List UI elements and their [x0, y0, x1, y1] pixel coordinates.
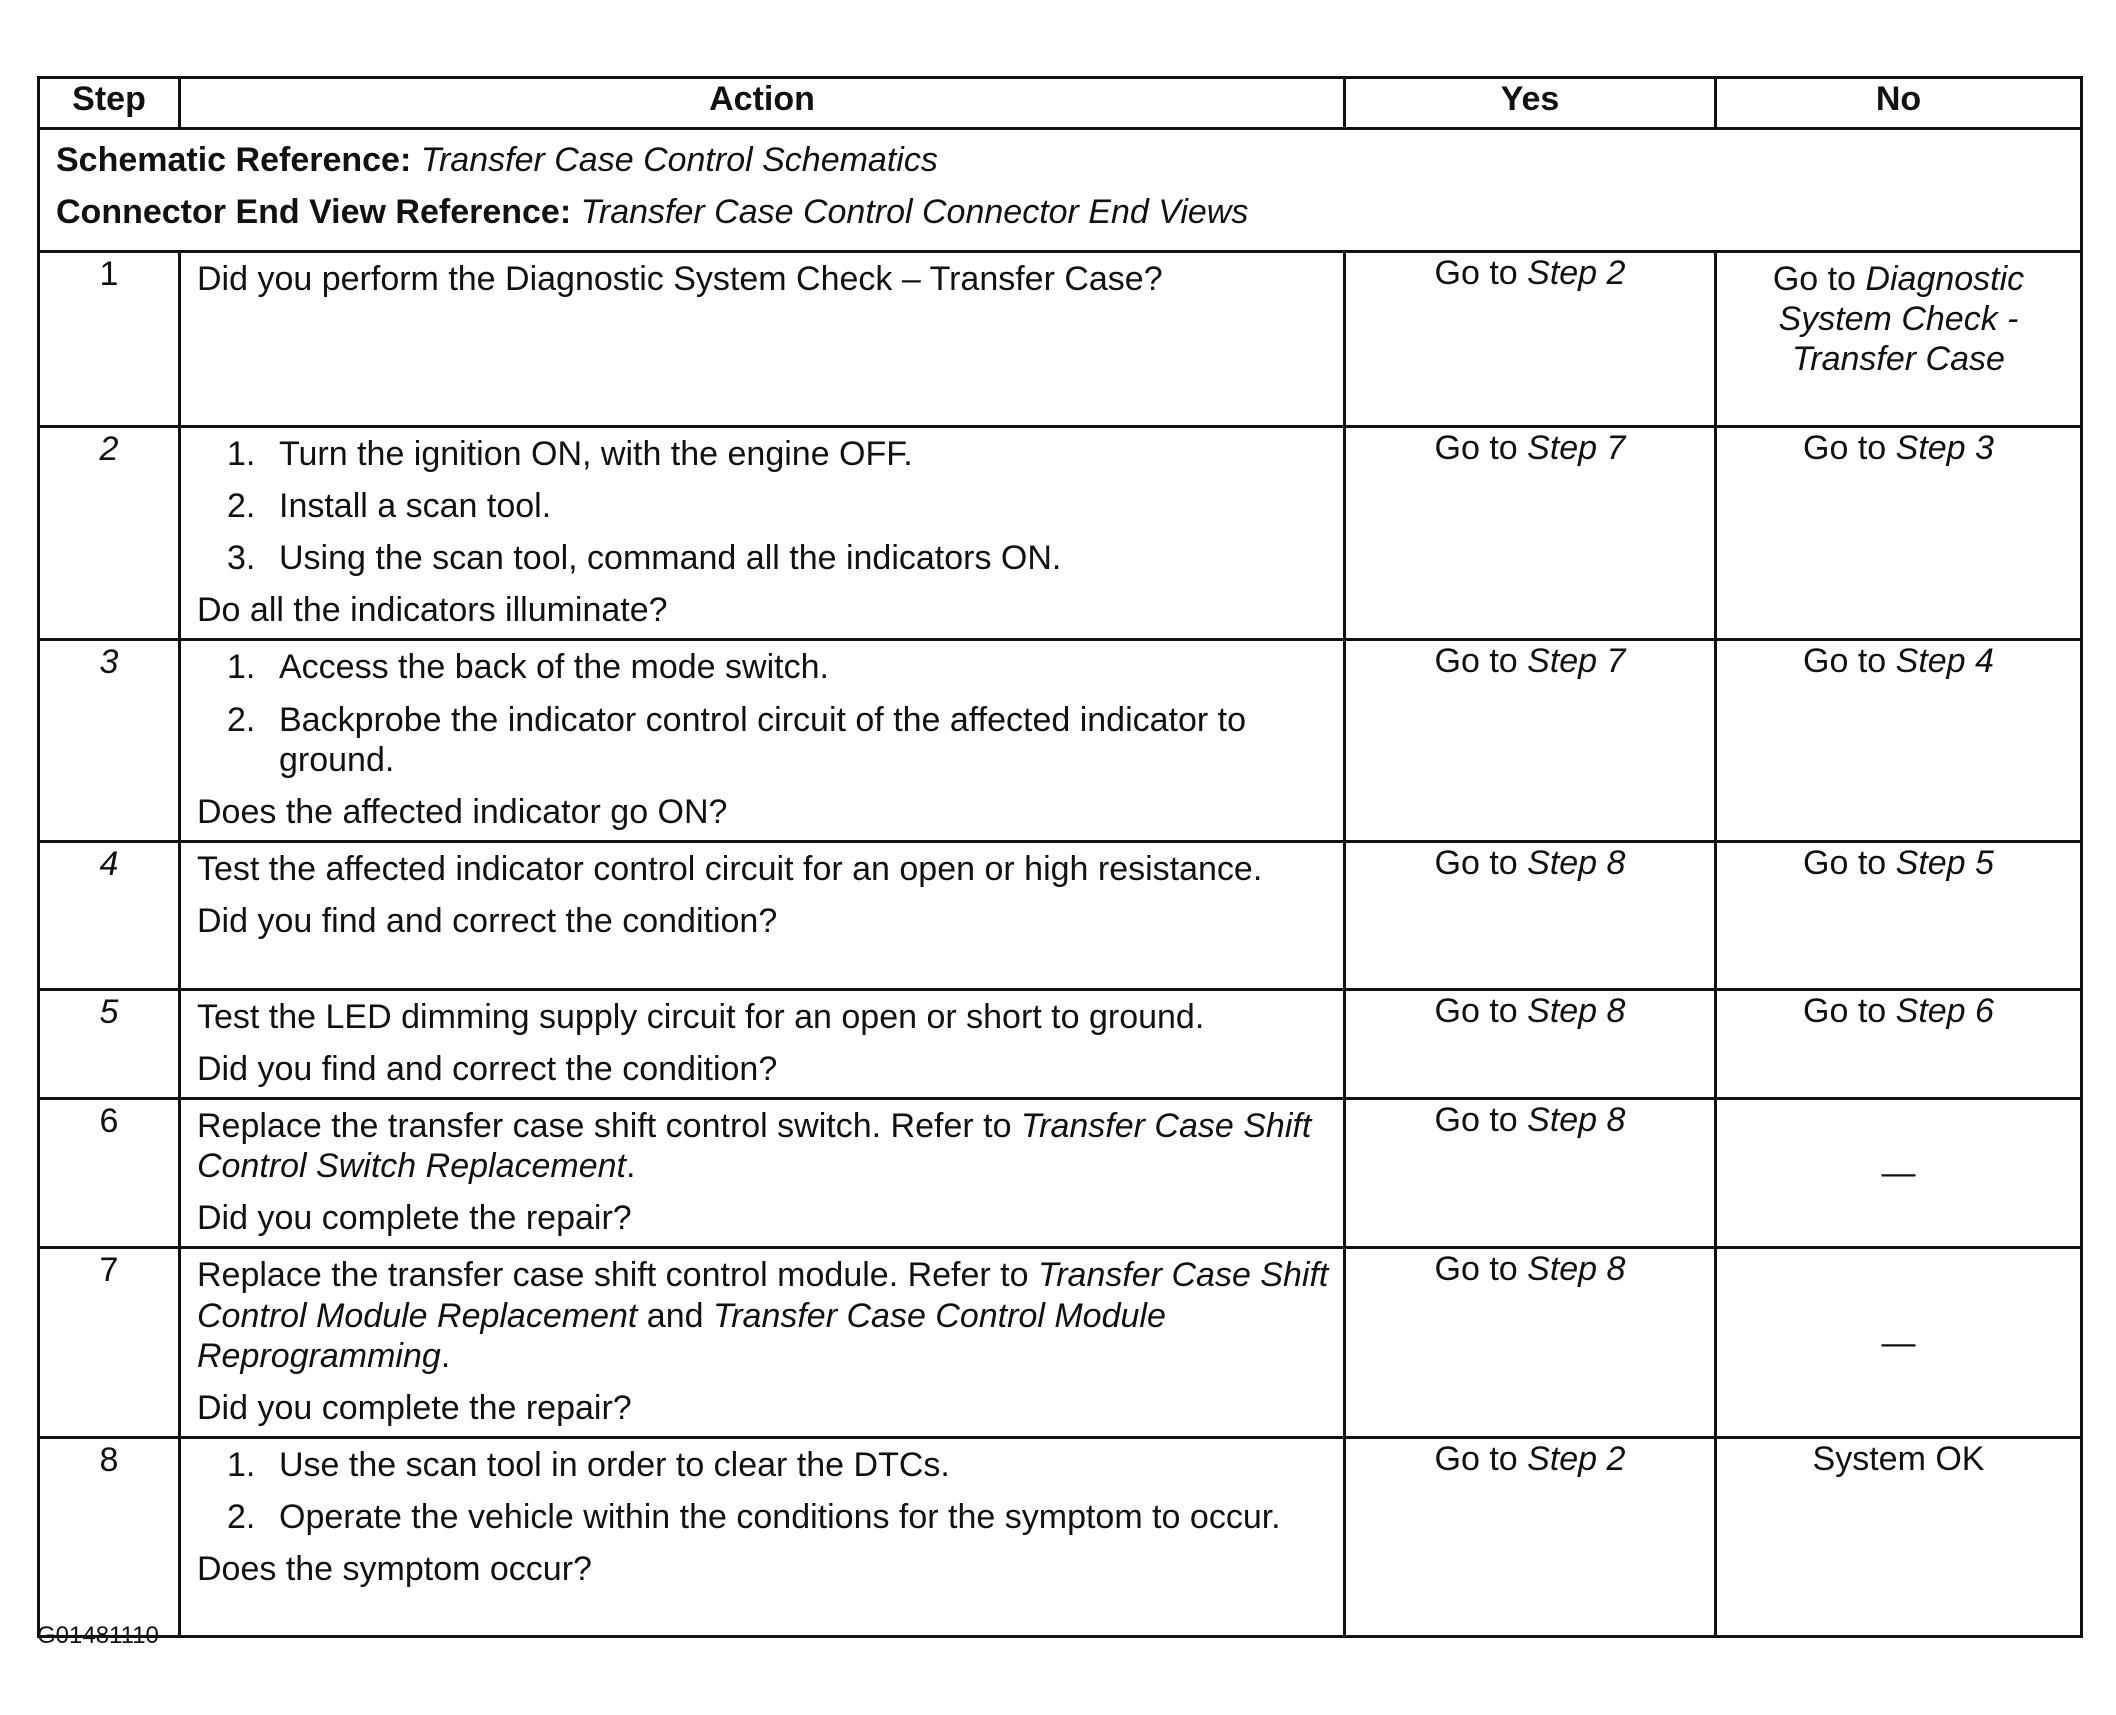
action-steps	[197, 1445, 1333, 1537]
step-number: 1	[39, 252, 180, 427]
action-cell	[180, 252, 1345, 427]
table-row	[39, 989, 2082, 1098]
action-step-item: 1. Access the back of the mode switch.	[227, 648, 829, 687]
yes-cell: Go to Step 8	[1345, 989, 1716, 1098]
no-cell: System OK	[1716, 1437, 2082, 1636]
action-reference: Transfer Case Shift Control Module Replacement	[197, 1256, 1329, 1335]
action-text: Test the affected indicator control circuit for an open or high resistance.	[197, 849, 1263, 888]
no-cell: —	[1716, 1248, 2082, 1437]
no-ref-line	[1717, 259, 2080, 299]
no-ref-line: System Check -	[1778, 300, 2019, 339]
diagnostic-table	[37, 76, 2083, 1638]
schematic-reference	[56, 140, 2064, 192]
schematic-reference-value: Transfer Case Control Schematics	[420, 141, 938, 179]
yes-cell: Go to Step 7	[1345, 640, 1716, 841]
table-row	[39, 841, 2082, 989]
step-number: 2	[39, 427, 180, 640]
action-step-item: 1. Use the scan tool in order to clear the DTCs.	[227, 1445, 950, 1484]
action-cell	[180, 1099, 1345, 1248]
yes-cell	[1345, 252, 1716, 427]
action-question: Do all the indicators illuminate?	[197, 591, 668, 630]
no-step-ref: Step 6	[1895, 991, 1994, 1030]
no-step-ref: Step 4	[1895, 642, 1994, 681]
action-steps	[197, 434, 1333, 578]
action-step-item: 2. Install a scan tool.	[227, 487, 552, 526]
yes-step-ref: Step 2	[1527, 1439, 1626, 1478]
action-question: Did you perform the Diagnostic System Check – Transfer Case?	[197, 260, 1163, 298]
action-question: Does the symptom occur?	[197, 1550, 592, 1589]
yes-step-ref: Step 7	[1527, 642, 1626, 681]
yes-step-ref: Step 8	[1527, 1101, 1626, 1140]
yes-cell: Go to Step 8	[1345, 1248, 1716, 1437]
action-step-item: 1. Turn the ignition ON, with the engine OFF.	[227, 435, 913, 473]
connector-reference	[56, 192, 2064, 244]
figure-id: G01481110	[37, 1622, 159, 1649]
action-text: Test the LED dimming supply circuit for an open or short to ground.	[197, 997, 1205, 1036]
table-row	[39, 1099, 2082, 1248]
step-number: 7	[39, 1248, 180, 1437]
action-reference: Transfer Case Shift Control Switch Replacement	[197, 1107, 1312, 1186]
yes-cell: Go to Step 7	[1345, 427, 1716, 640]
action-header: Action	[180, 78, 1345, 129]
no-step-ref: Step 3	[1895, 429, 1994, 467]
action-cell	[180, 1248, 1345, 1437]
no-ref-line: Transfer Case	[1792, 340, 2005, 379]
connector-reference-value: Transfer Case Control Connector End Views	[580, 193, 1249, 231]
goto-prefix: Go to	[1434, 254, 1528, 292]
table-row	[39, 427, 2082, 640]
connector-reference-label: Connector End View Reference:	[56, 193, 572, 231]
no-cell: —	[1716, 1099, 2082, 1248]
yes-cell: Go to Step 8	[1345, 841, 1716, 989]
action-cell	[180, 1437, 1345, 1636]
action-reference: Transfer Case Control Module Reprogramming	[197, 1296, 1166, 1375]
yes-step-ref: Step 8	[1527, 843, 1626, 882]
step-number: 8	[39, 1437, 180, 1636]
yes-step-ref: Step 8	[1527, 991, 1626, 1030]
schematic-reference-label: Schematic Reference:	[56, 141, 412, 179]
header-row	[39, 78, 2082, 129]
step-header: Step	[39, 78, 180, 129]
no-cell: Go to Step 6	[1716, 989, 2082, 1098]
no-cell: Go to Step 4	[1716, 640, 2082, 841]
action-question: Did you find and correct the condition?	[197, 901, 778, 940]
table-row	[39, 640, 2082, 841]
action-cell	[180, 427, 1345, 640]
action-step-item: 2. Operate the vehicle within the conditions for the symptom to occur.	[227, 1497, 1281, 1536]
action-step-item: 2. Backprobe the indicator control circuit of the affected indicator to ground.	[227, 700, 1247, 779]
step-number: 5	[39, 989, 180, 1098]
action-text: Replace the transfer case shift control switch. Refer to Transfer Case Shift Control Switch Replacement.	[197, 1107, 1312, 1186]
reference-row	[39, 129, 2082, 252]
table-row	[39, 252, 2082, 427]
no-ref-italic: Diagnostic	[1865, 260, 2025, 298]
no-step-ref: Step 5	[1895, 843, 1994, 882]
no-cell	[1716, 252, 2082, 427]
step-number: 3	[39, 640, 180, 841]
yes-step-ref: Step 7	[1527, 429, 1626, 467]
yes-step-ref: Step 2	[1527, 254, 1626, 292]
action-question: Did you find and correct the condition?	[197, 1049, 778, 1088]
yes-header: Yes	[1345, 78, 1716, 129]
no-cell: Go to Step 5	[1716, 841, 2082, 989]
action-step-item: 3. Using the scan tool, command all the indicators ON.	[227, 539, 1062, 578]
action-text: Replace the transfer case shift control module. Refer to Transfer Case Shift Control Module Replacement and Transfer Case Control Module Reprogramming.	[197, 1256, 1329, 1375]
action-cell	[180, 989, 1345, 1098]
yes-step-ref: Step 8	[1527, 1250, 1626, 1289]
table-row	[39, 1248, 2082, 1437]
reference-cell	[39, 129, 2082, 252]
action-question: Does the affected indicator go ON?	[197, 792, 728, 831]
action-cell	[180, 841, 1345, 989]
action-question: Did you complete the repair?	[197, 1388, 632, 1427]
step-number: 6	[39, 1099, 180, 1248]
no-text: Go to	[1772, 260, 1866, 298]
yes-cell: Go to Step 2	[1345, 1437, 1716, 1636]
action-steps	[197, 647, 1333, 779]
yes-cell: Go to Step 8	[1345, 1099, 1716, 1248]
action-cell	[180, 640, 1345, 841]
table-row	[39, 1437, 2082, 1636]
no-cell: Go to Step 3	[1716, 427, 2082, 640]
step-number: 4	[39, 841, 180, 989]
no-header: No	[1716, 78, 2082, 129]
action-question: Did you complete the repair?	[197, 1199, 632, 1238]
